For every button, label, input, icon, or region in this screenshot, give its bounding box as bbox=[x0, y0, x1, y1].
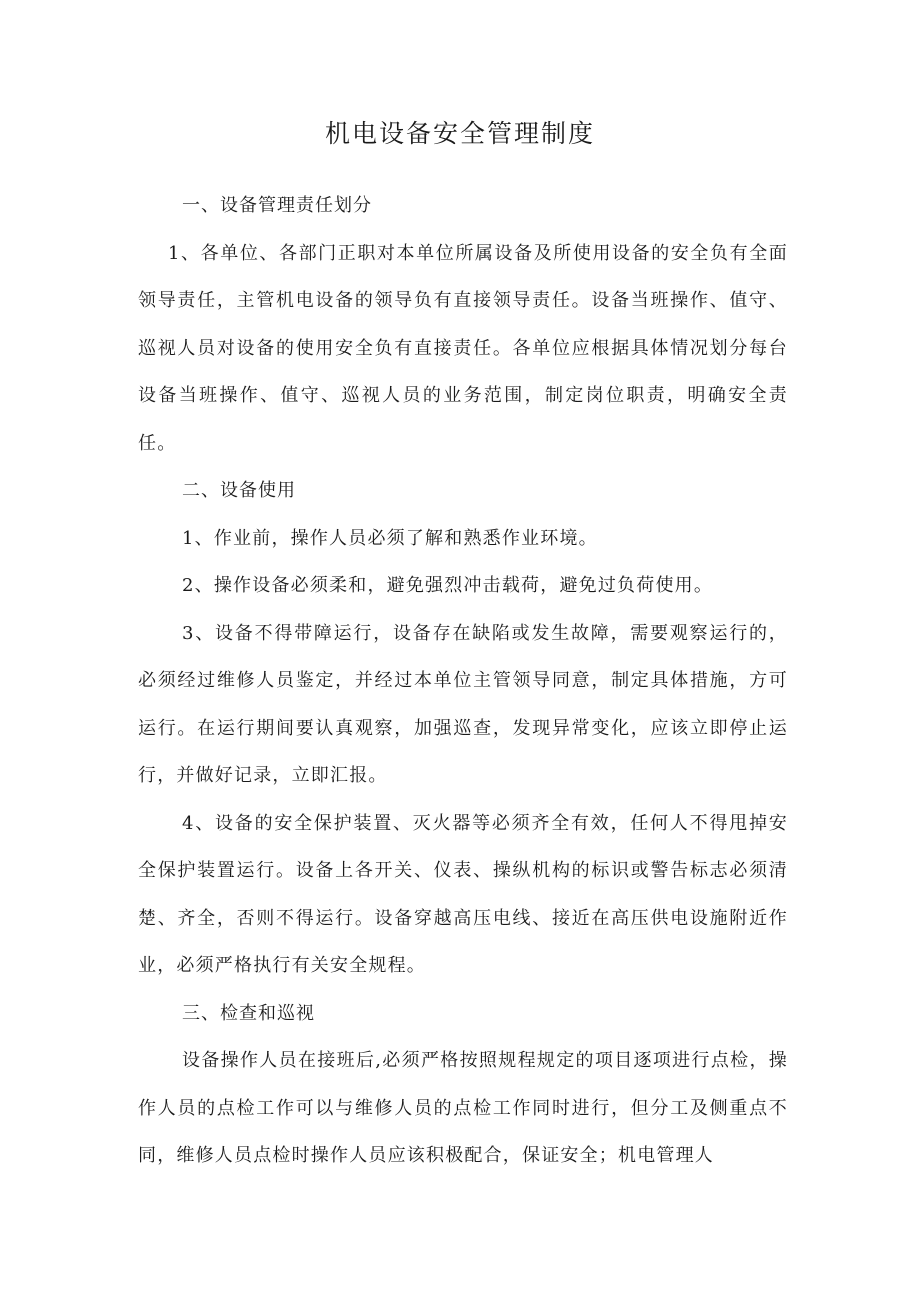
section-heading: 三、检查和巡视 bbox=[182, 1002, 315, 1024]
paragraph: 1、各单位、各部门正职对本单位所属设备及所使用设备的安全负有全面领导责任，主管机电设备的领导负有直接领导责任。设备当班操作、值守、巡视人员对设备的使用安全负有直接责任。各单位应根据具体情况划分每台设备当班操作、值守、巡视人员的业务范围，制定岗位职责，明确安全责任。 bbox=[138, 242, 788, 454]
paragraph: 3、设备不得带障运行，设备存在缺陷或发生故障，需要观察运行的，必须经过维修人员鉴定，并经过本单位主管领导同意，制定具体措施，方可运行。在运行期间要认真观察，加强巡查，发现异常变化，应该立即停止运行，并做好记录，立即汇报。 bbox=[138, 622, 788, 786]
section-heading: 一、设备管理责任划分 bbox=[182, 195, 372, 216]
document-title: 机电设备安全管理制度 bbox=[324, 119, 595, 148]
paragraph: 4、设备的安全保护装置、灭火器等必须齐全有效，任何人不得甩掉安全保护装置运行。设备上各开关、仪表、操纵机构的标识或警告标志必须清楚、齐全，否则不得运行。设备穿越高压电线、接近在高压供电设施附近作业，必须严格执行有关安全规程。 bbox=[138, 812, 788, 976]
paragraph: 设备操作人员在接班后,必须严格按照规程规定的项目逐项进行点检，操作人员的点检工作可以与维修人员的点检工作同时进行，但分工及侧重点不同，维修人员点检时操作人员应该积极配合，保证安全；机电管理人 bbox=[138, 1050, 788, 1166]
document-body bbox=[138, 182, 788, 1180]
section-heading: 二、设备使用 bbox=[182, 480, 296, 501]
paragraph: 1、作业前，操作人员必须了解和熟悉作业环境。 bbox=[182, 527, 598, 549]
paragraph: 2、操作设备必须柔和，避免强烈冲击载荷，避免过负荷使用。 bbox=[182, 575, 714, 596]
